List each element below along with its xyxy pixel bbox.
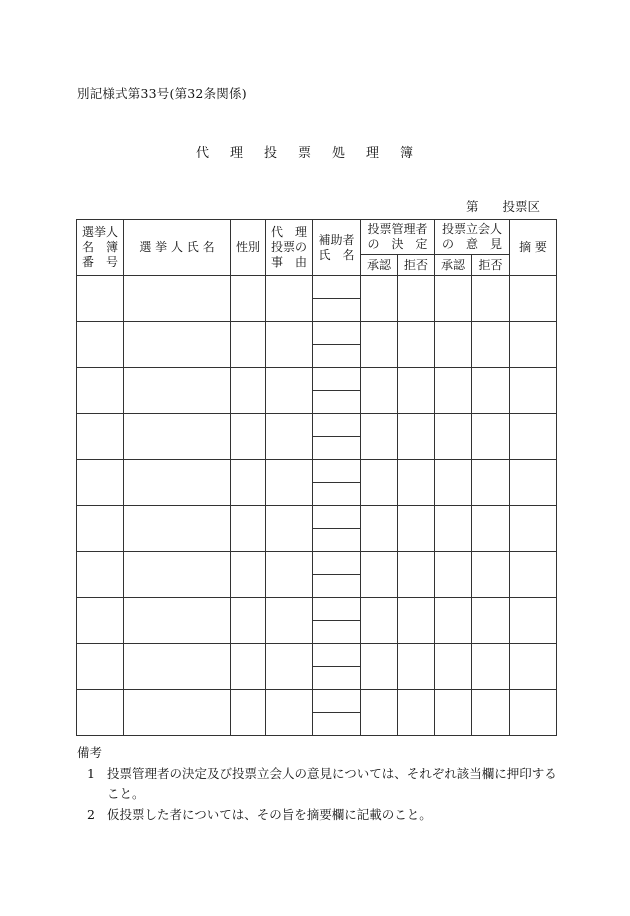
header-line: 名 簿 xyxy=(81,240,118,254)
cell-remarks[interactable] xyxy=(510,368,557,414)
cell-manager-approve[interactable] xyxy=(361,644,398,690)
notes-heading: 備考 xyxy=(77,745,103,760)
cell-manager-approve[interactable] xyxy=(361,506,398,552)
note-text: 投票管理者の決定及び投票立会人の意見については、それぞれ該当欄に押印すること。 xyxy=(107,765,557,802)
cell-manager-reject[interactable] xyxy=(398,322,435,368)
voting-district-label xyxy=(466,197,540,215)
table-row xyxy=(77,322,557,345)
header-line: 事 由 xyxy=(270,255,307,269)
header-line: 投票の xyxy=(270,240,307,254)
proxy-voting-ledger-table xyxy=(76,219,557,736)
cell-remarks[interactable] xyxy=(510,506,557,552)
cell-voter-number[interactable] xyxy=(77,552,124,598)
cell-remarks[interactable] xyxy=(510,644,557,690)
cell-gender[interactable] xyxy=(231,322,266,368)
cell-assistant-name-1[interactable] xyxy=(313,644,361,667)
cell-assistant-name-1[interactable] xyxy=(313,690,361,713)
cell-gender[interactable] xyxy=(231,552,266,598)
cell-assistant-name-1[interactable] xyxy=(313,460,361,483)
header-witness-reject: 拒否 xyxy=(472,255,510,276)
note-item xyxy=(77,805,557,826)
cell-gender[interactable] xyxy=(231,460,266,506)
cell-assistant-name-2[interactable] xyxy=(313,575,361,598)
table-row xyxy=(77,276,557,299)
cell-gender[interactable] xyxy=(231,368,266,414)
header-line: 補助者 xyxy=(318,232,355,247)
cell-manager-reject[interactable] xyxy=(398,460,435,506)
note-text: 仮投票した者については、その旨を摘要欄に記載のこと。 xyxy=(107,806,432,822)
cell-proxy-reason[interactable] xyxy=(266,644,313,690)
header-gender: 性別 xyxy=(231,220,266,276)
cell-assistant-name-1[interactable] xyxy=(313,506,361,529)
cell-assistant-name-2[interactable] xyxy=(313,437,361,460)
cell-voter-name[interactable] xyxy=(124,690,231,736)
header-line: 代 理 xyxy=(270,225,307,239)
header-line: 投票管理者 xyxy=(367,222,428,236)
table-row xyxy=(77,690,557,713)
cell-witness-reject[interactable] xyxy=(472,414,510,460)
cell-manager-reject[interactable] xyxy=(398,414,435,460)
header-witness-opinion xyxy=(435,220,510,255)
district-suffix: 投票区 xyxy=(502,199,541,214)
cell-manager-reject[interactable] xyxy=(398,368,435,414)
cell-voter-name[interactable] xyxy=(124,276,231,322)
cell-assistant-name-1[interactable] xyxy=(313,598,361,621)
table-row xyxy=(77,552,557,575)
cell-manager-reject[interactable] xyxy=(398,506,435,552)
district-prefix: 第 xyxy=(466,199,479,214)
cell-assistant-name-2[interactable] xyxy=(313,529,361,552)
cell-voter-name[interactable] xyxy=(124,506,231,552)
note-number: 1 xyxy=(87,765,95,781)
cell-manager-approve[interactable] xyxy=(361,598,398,644)
cell-witness-reject[interactable] xyxy=(472,322,510,368)
cell-voter-name[interactable] xyxy=(124,552,231,598)
cell-voter-number[interactable] xyxy=(77,690,124,736)
cell-proxy-reason[interactable] xyxy=(266,368,313,414)
cell-assistant-name-2[interactable] xyxy=(313,483,361,506)
cell-voter-number[interactable] xyxy=(77,368,124,414)
cell-voter-number[interactable] xyxy=(77,322,124,368)
cell-remarks[interactable] xyxy=(510,322,557,368)
cell-witness-approve[interactable] xyxy=(435,276,472,322)
cell-assistant-name-1[interactable] xyxy=(313,368,361,391)
cell-voter-name[interactable] xyxy=(124,460,231,506)
cell-remarks[interactable] xyxy=(510,552,557,598)
cell-witness-reject[interactable] xyxy=(472,690,510,736)
cell-witness-approve[interactable] xyxy=(435,414,472,460)
header-manager-reject: 拒否 xyxy=(398,255,435,276)
header-assistant-name xyxy=(313,220,361,276)
cell-witness-reject[interactable] xyxy=(472,644,510,690)
cell-manager-reject[interactable] xyxy=(398,644,435,690)
cell-assistant-name-1[interactable] xyxy=(313,322,361,345)
header-line: 投票立会人 xyxy=(442,222,503,236)
cell-witness-reject[interactable] xyxy=(472,598,510,644)
cell-manager-approve[interactable] xyxy=(361,690,398,736)
cell-assistant-name-2[interactable] xyxy=(313,299,361,322)
cell-remarks[interactable] xyxy=(510,598,557,644)
cell-witness-approve[interactable] xyxy=(435,506,472,552)
cell-assistant-name-2[interactable] xyxy=(313,391,361,414)
note-item xyxy=(77,764,557,805)
table-row xyxy=(77,598,557,621)
cell-witness-approve[interactable] xyxy=(435,598,472,644)
cell-manager-reject[interactable] xyxy=(398,276,435,322)
title-char: 理 xyxy=(230,146,244,161)
cell-remarks[interactable] xyxy=(510,414,557,460)
cell-witness-reject[interactable] xyxy=(472,552,510,598)
title-char: 代 xyxy=(196,146,210,161)
cell-manager-approve[interactable] xyxy=(361,552,398,598)
cell-remarks[interactable] xyxy=(510,460,557,506)
cell-gender[interactable] xyxy=(231,414,266,460)
notes-section xyxy=(77,743,557,826)
cell-witness-approve[interactable] xyxy=(435,552,472,598)
cell-witness-reject[interactable] xyxy=(472,368,510,414)
header-witness-approve: 承認 xyxy=(435,255,472,276)
cell-voter-name[interactable] xyxy=(124,598,231,644)
cell-proxy-reason[interactable] xyxy=(266,506,313,552)
cell-proxy-reason[interactable] xyxy=(266,598,313,644)
table-row xyxy=(77,506,557,529)
cell-voter-number[interactable] xyxy=(77,276,124,322)
cell-proxy-reason[interactable] xyxy=(266,690,313,736)
cell-manager-reject[interactable] xyxy=(398,690,435,736)
form-reference: 別記様式第33号(第32条関係) xyxy=(77,86,247,101)
cell-voter-number[interactable] xyxy=(77,506,124,552)
cell-witness-approve[interactable] xyxy=(435,322,472,368)
cell-assistant-name-2[interactable] xyxy=(313,713,361,736)
header-line: 選挙人 xyxy=(81,225,118,239)
cell-proxy-reason[interactable] xyxy=(266,322,313,368)
header-voter-name: 選 挙 人 氏 名 xyxy=(124,220,231,276)
cell-witness-approve[interactable] xyxy=(435,368,472,414)
header-remarks: 摘 要 xyxy=(510,220,557,276)
title-char: 理 xyxy=(366,146,380,161)
header-voter-number xyxy=(77,220,124,276)
cell-assistant-name-1[interactable] xyxy=(313,276,361,299)
cell-witness-approve[interactable] xyxy=(435,644,472,690)
cell-witness-approve[interactable] xyxy=(435,690,472,736)
cell-assistant-name-2[interactable] xyxy=(313,667,361,690)
cell-assistant-name-2[interactable] xyxy=(313,621,361,644)
table-row xyxy=(77,414,557,437)
cell-gender[interactable] xyxy=(231,644,266,690)
cell-gender[interactable] xyxy=(231,690,266,736)
header-line: 番 号 xyxy=(81,255,118,269)
title-char: 簿 xyxy=(400,146,414,161)
cell-voter-number[interactable] xyxy=(77,598,124,644)
cell-proxy-reason[interactable] xyxy=(266,552,313,598)
title-char: 投 xyxy=(264,146,278,161)
cell-voter-number[interactable] xyxy=(77,460,124,506)
cell-assistant-name-1[interactable] xyxy=(313,414,361,437)
cell-manager-approve[interactable] xyxy=(361,414,398,460)
header-line: 氏 名 xyxy=(318,247,355,262)
cell-voter-name[interactable] xyxy=(124,414,231,460)
cell-manager-approve[interactable] xyxy=(361,276,398,322)
cell-witness-reject[interactable] xyxy=(472,460,510,506)
title-char: 処 xyxy=(332,146,346,161)
table-row xyxy=(77,644,557,667)
cell-witness-approve[interactable] xyxy=(435,460,472,506)
cell-assistant-name-1[interactable] xyxy=(313,552,361,575)
title-char: 票 xyxy=(298,146,312,161)
cell-manager-reject[interactable] xyxy=(398,598,435,644)
header-line: の 意 見 xyxy=(442,237,503,251)
cell-voter-number[interactable] xyxy=(77,644,124,690)
table-row xyxy=(77,460,557,483)
cell-proxy-reason[interactable] xyxy=(266,276,313,322)
cell-manager-approve[interactable] xyxy=(361,460,398,506)
header-manager-approve: 承認 xyxy=(361,255,398,276)
cell-gender[interactable] xyxy=(231,598,266,644)
cell-voter-number[interactable] xyxy=(77,414,124,460)
cell-remarks[interactable] xyxy=(510,276,557,322)
cell-remarks[interactable] xyxy=(510,690,557,736)
header-line: の 決 定 xyxy=(367,237,428,251)
cell-assistant-name-2[interactable] xyxy=(313,345,361,368)
cell-manager-reject[interactable] xyxy=(398,552,435,598)
cell-witness-reject[interactable] xyxy=(472,506,510,552)
cell-manager-approve[interactable] xyxy=(361,322,398,368)
cell-voter-name[interactable] xyxy=(124,368,231,414)
header-row xyxy=(77,220,557,255)
cell-gender[interactable] xyxy=(231,276,266,322)
header-manager-decision xyxy=(361,220,435,255)
cell-proxy-reason[interactable] xyxy=(266,414,313,460)
page-title xyxy=(196,142,434,161)
cell-proxy-reason[interactable] xyxy=(266,460,313,506)
table-row xyxy=(77,368,557,391)
cell-manager-approve[interactable] xyxy=(361,368,398,414)
cell-voter-name[interactable] xyxy=(124,322,231,368)
header-proxy-reason xyxy=(266,220,313,276)
note-number: 2 xyxy=(87,806,95,822)
cell-voter-name[interactable] xyxy=(124,644,231,690)
cell-witness-reject[interactable] xyxy=(472,276,510,322)
cell-gender[interactable] xyxy=(231,506,266,552)
